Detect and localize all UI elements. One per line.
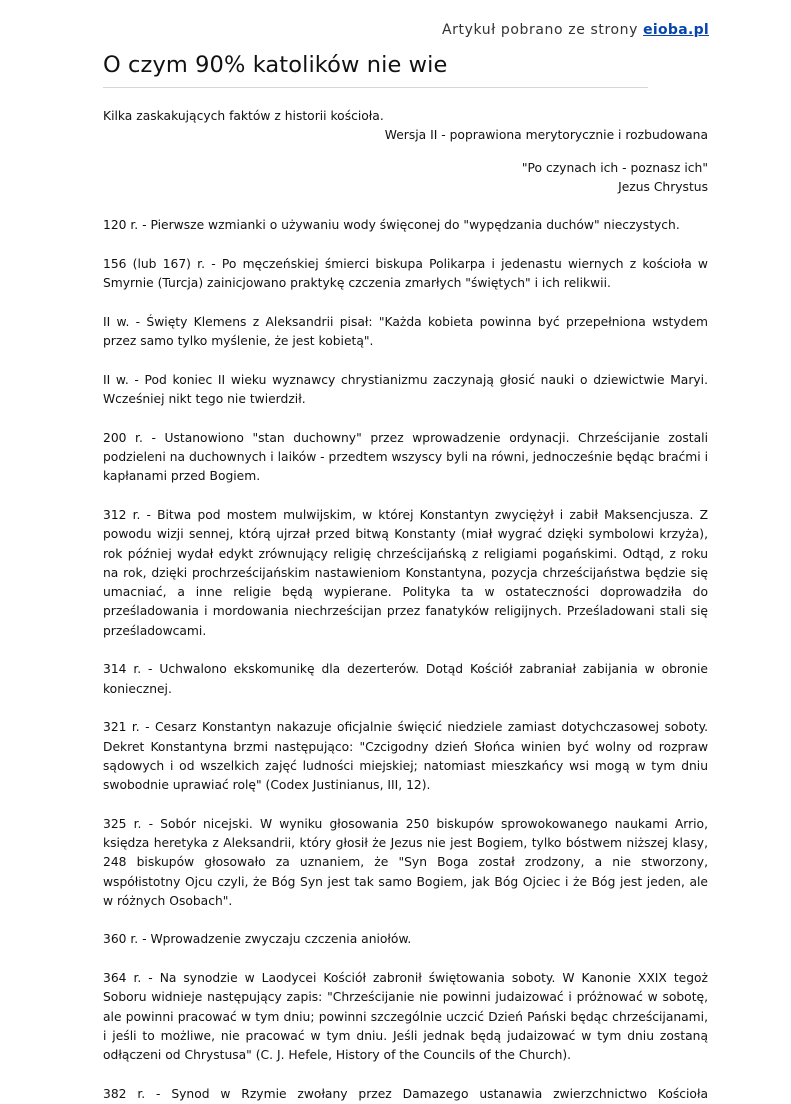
paragraph-314: 314 r. - Uchwalono ekskomunikę dla dezerterów. Dotąd Kościół zabraniał zabijania w obronie koniecznej. (103, 662, 708, 696)
article-body (103, 107, 708, 1104)
version-note: Wersja II - poprawiona merytorycznie i rozbudowana (384, 128, 708, 143)
paragraph-2c-maryja: II w. - Pod koniec II wieku wyznawcy chrystianizmu zaczynają głosić nauki o dziewictwie Maryi. Wcześniej nikt tego nie twierdził. (103, 372, 708, 407)
paragraph-2c-klemens: II w. - Święty Klemens z Aleksandrii pisał: "Każda kobieta powinna być przepełniona wstydem przez samo tylko myślenie, że jest kobietą". (103, 314, 708, 349)
paragraph-321: 321 r. - Cesarz Konstantyn nakazuje oficjalnie święcić niedziele zamiast dotychczasowej soboty. Dekret Konstantyna brzmi następująco: "Czcigodny dzień Słońca winien być wolny od rozpraw sądowych i od wszelkich zajęć ludności miejskiej; natomiast mieszkańcy wsi mogą w tym dniu swobodnie uprawiać rolę" (Codex Justinianus, III, 12). (103, 720, 708, 793)
source-prefix: Artykuł pobrano ze strony (442, 22, 644, 38)
paragraph-360: 360 r. - Wprowadzenie zwyczaju czczenia aniołów. (103, 932, 412, 947)
source-attribution (442, 22, 709, 38)
epigraph-quote: "Po czynach ich - poznasz ich" (521, 160, 708, 175)
paragraph-364: 364 r. - Na synodzie w Laodycei Kościół zabronił świętowania soboty. W Kanonie XXIX tegoż Soboru widnieje następujący zapis: "Chrześcijanie nie powinni judaizować i próżnować w sobotę, ale powinni pracować w tym dniu; powinni szczególnie uczcić Dzień Pański będąc chrześcijanami, i jeśli to możliwe, nie pracować w tym dniu. Jeśli jednak będą judaizować w tym dniu zostaną odłączeni od Chrystusa" (C. J. Hefele, History of the Councils of the Church). (103, 971, 708, 1063)
paragraph-312: 312 r. - Bitwa pod mostem mulwijskim, w której Konstantyn zwyciężył i zabił Maksencjusza. Z powodu wizji sennej, którą ujrzał przed bitwą Konstanty (miał wygrać dzięki symbolowi krzyża), rok później wydał edykt zrównujący religię chrześcijańską z religiami pogańskimi. Odtąd, z roku na rok, dzięki prochrześcijańskim nastawieniom Konstantyna, pozycja chrześcijaństwa będzie się umacniać, a inne religie będą wypierane. Polityka ta w ostateczności doprowadziła do prześladowania i mordowania niechrześcijan przez fanatyków religijnych. Prześladowani stali się prześladowcami. (103, 507, 708, 638)
epigraph-author: Jezus Chrystus (618, 179, 708, 194)
paragraph-325: 325 r. - Sobór nicejski. W wyniku głosowania 250 biskupów sprowokowanego naukami Arrio, księdza heretyka z Aleksandrii, który głosił że Jezus nie jest Bogiem, tylko bóstwem niższej klasy, 248 biskupów głosowało za uznaniem, że "Syn Boga został zrodzony, a nie stworzony, współistotny Ojcu czyli, że Bóg Syn jest tak samo Bogiem, jak Bóg Ojciec i że Bóg jest jeden, ale w różnych Osobach". (103, 816, 708, 908)
paragraph-120: 120 r. - Pierwsze wzmianki o używaniu wody święconej do "wypędzania duchów" nieczystych. (103, 218, 680, 233)
eioba-link[interactable]: eioba.pl (643, 22, 709, 38)
article-title: O czym 90% katolików nie wie (103, 52, 648, 88)
paragraph-156: 156 (lub 167) r. - Po męczeńskiej śmierci biskupa Polikarpa i jedenastu wiernych z kościoła w Smyrnie (Turcja) zainicjowano praktykę czczenia zmarłych "świętych" i ich relikwii. (103, 257, 708, 291)
paragraph-200: 200 r. - Ustanowiono "stan duchowny" przez wprowadzenie ordynacji. Chrześcijanie zostali podzieleni na duchownych i laików - przedtem wszyscy byli na równi, jednocześnie będąc braćmi i kapłanami przed Bogiem. (103, 430, 708, 484)
paragraph-382: 382 r. - Synod w Rzymie zwołany przez Damazego ustanawia zwierzchnictwo Kościoła (103, 1086, 708, 1101)
article-subtitle: Kilka zaskakujących faktów z historii kościoła. (103, 109, 384, 123)
